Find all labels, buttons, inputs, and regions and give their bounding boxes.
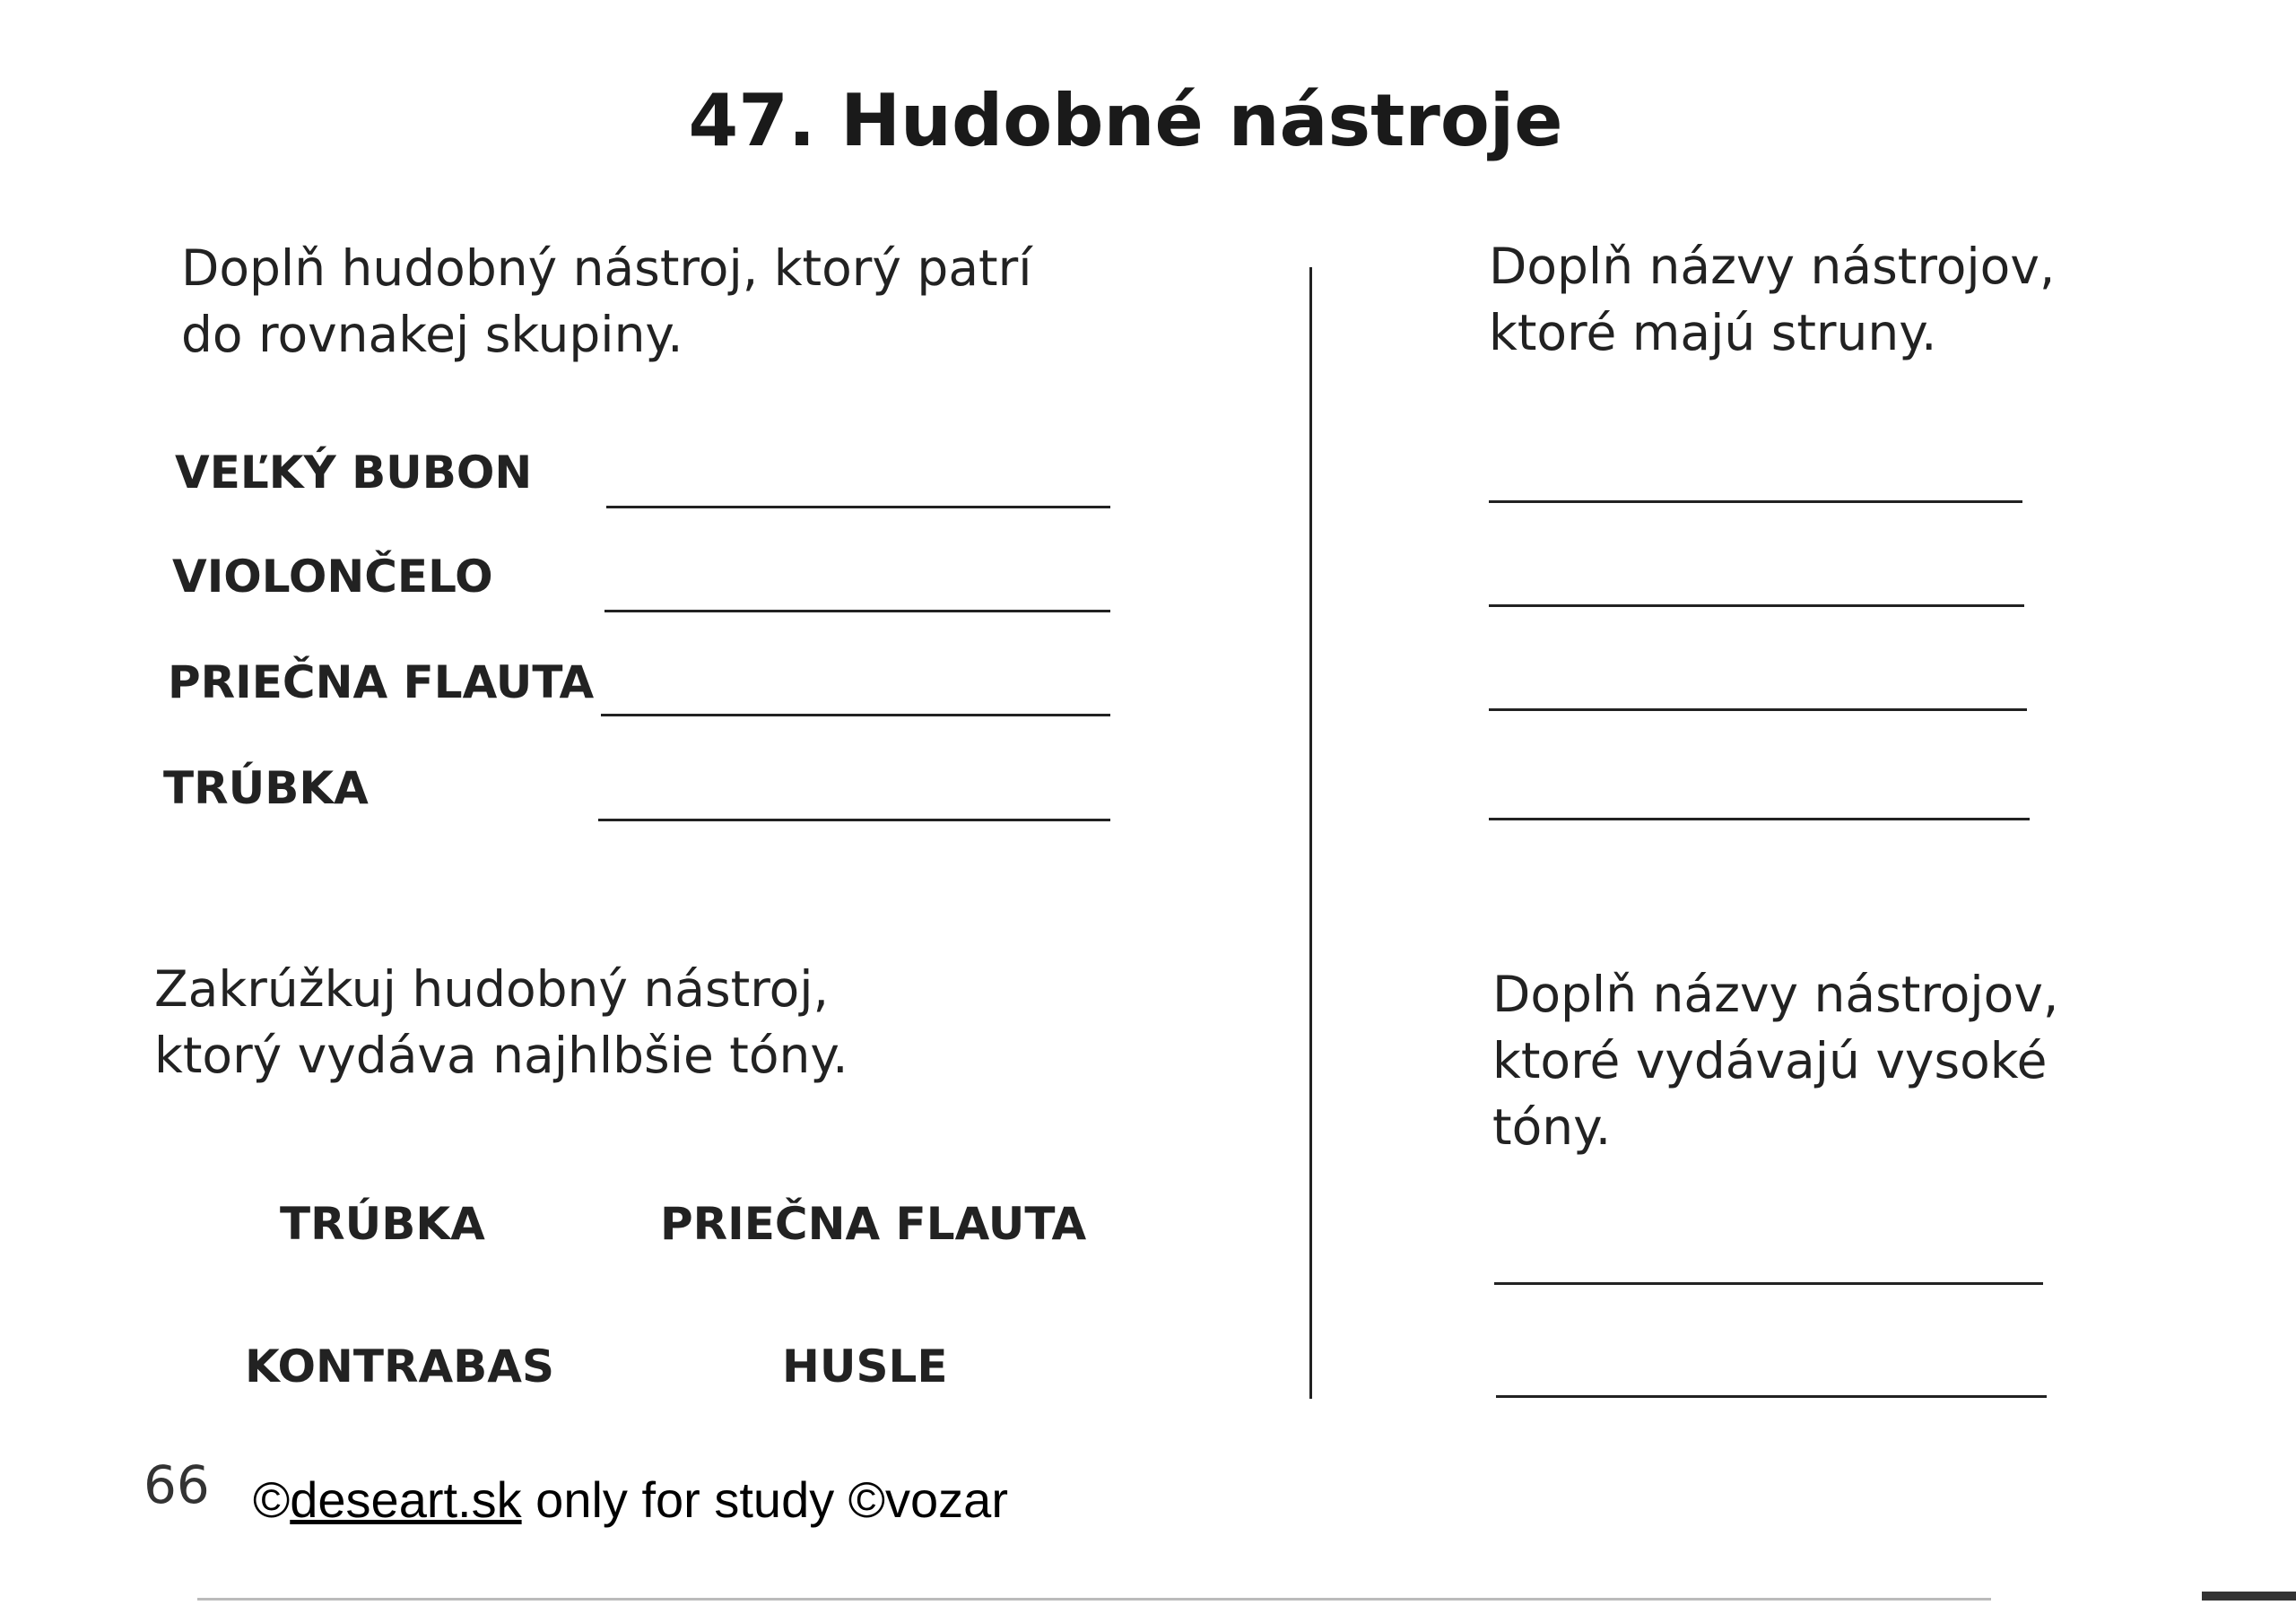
copyright-prefix: © bbox=[253, 1471, 291, 1528]
task3-instruction bbox=[1489, 233, 2055, 366]
page-title: 47. Hudobné nástroje bbox=[688, 79, 1563, 162]
answer-line-high-tones-2[interactable] bbox=[1496, 1395, 2047, 1398]
answer-line-priecna-flauta[interactable] bbox=[601, 714, 1110, 716]
answer-line-violoncelo[interactable] bbox=[604, 610, 1110, 612]
option-priecna-flauta[interactable]: PRIEČNA FLAUTA bbox=[660, 1198, 1087, 1250]
answer-line-velky-bubon[interactable] bbox=[606, 506, 1110, 508]
task3-instruction-line2: ktoré majú struny. bbox=[1489, 304, 1937, 361]
task2-instruction-line2: ktorý vydáva najhlbšie tóny. bbox=[154, 1027, 848, 1084]
task3-instruction-line1: Doplň názvy nástrojov, bbox=[1489, 238, 2056, 295]
bottom-rule bbox=[197, 1598, 1991, 1601]
task2-instruction-line1: Zakrúžkuj hudobný nástroj, bbox=[154, 960, 830, 1018]
answer-line-strings-3[interactable] bbox=[1489, 708, 2027, 711]
page-number: 66 bbox=[144, 1454, 210, 1515]
item-label-velky-bubon: VEĽKÝ BUBON bbox=[175, 447, 533, 499]
task4-instruction-line1: Doplň názvy nástrojov, bbox=[1492, 966, 2059, 1023]
corner-mark bbox=[2202, 1592, 2296, 1601]
option-kontrabas[interactable]: KONTRABAS bbox=[245, 1340, 554, 1392]
copyright-notice bbox=[253, 1471, 1008, 1529]
answer-line-trubka[interactable] bbox=[598, 819, 1110, 821]
option-husle[interactable]: HUSLE bbox=[782, 1340, 948, 1392]
task1-instruction-line1: Doplň hudobný nástroj, ktorý patrí bbox=[181, 239, 1032, 297]
answer-line-high-tones-1[interactable] bbox=[1494, 1282, 2043, 1285]
column-divider bbox=[1309, 267, 1312, 1399]
answer-line-strings-2[interactable] bbox=[1489, 604, 2024, 607]
answer-line-strings-1[interactable] bbox=[1489, 500, 2022, 503]
item-label-priecna-flauta: PRIEČNA FLAUTA bbox=[168, 656, 595, 708]
copyright-site-link[interactable]: deseart.sk bbox=[290, 1471, 522, 1528]
task4-instruction-line3: tóny. bbox=[1492, 1098, 1612, 1156]
task2-instruction bbox=[154, 956, 848, 1089]
task1-instruction-line2: do rovnakej skupiny. bbox=[181, 306, 683, 363]
item-label-trubka: TRÚBKA bbox=[163, 762, 369, 814]
task4-instruction bbox=[1492, 961, 2058, 1160]
option-trubka[interactable]: TRÚBKA bbox=[280, 1198, 485, 1250]
item-label-violoncelo: VIOLONČELO bbox=[172, 551, 493, 603]
task1-instruction bbox=[181, 235, 1031, 368]
answer-line-strings-4[interactable] bbox=[1489, 818, 2030, 820]
copyright-suffix: only for study ©vozar bbox=[521, 1471, 1008, 1528]
task4-instruction-line2: ktoré vydávajú vysoké bbox=[1492, 1032, 2048, 1089]
